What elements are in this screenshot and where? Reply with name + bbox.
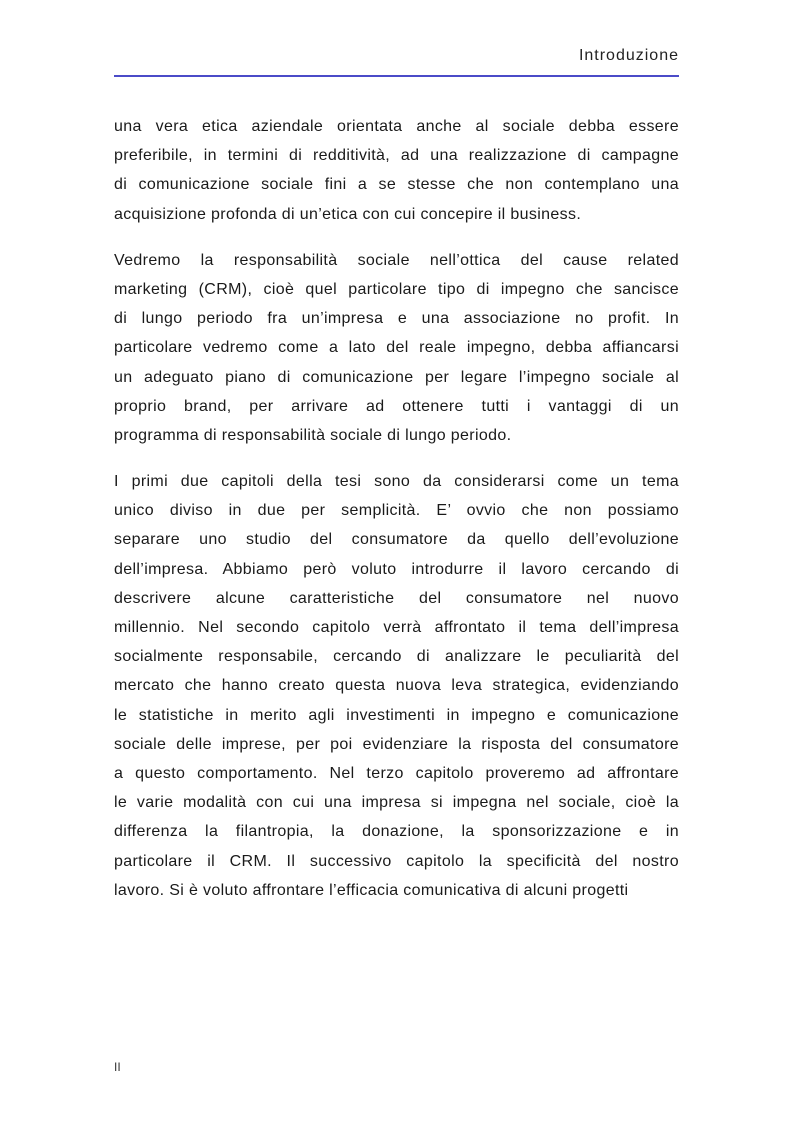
text-line: a questo comportamento. Nel terzo capitolo proveremo ad affrontare: [114, 764, 679, 782]
text-line: differenza la filantropia, la donazione, la sponsorizzazione e in: [114, 823, 679, 841]
header-rule: [114, 75, 679, 77]
text-line: socialmente responsabile, cercando di analizzare le peculiarità del: [114, 648, 679, 666]
text-line: di lungo periodo fra un’impresa e una associazione no profit. In: [114, 310, 679, 328]
paragraph: [114, 112, 679, 229]
text-line: particolare il CRM. Il successivo capitolo la specificità del nostro: [114, 852, 679, 870]
text-line: programma di responsabilità sociale di lungo periodo.: [114, 426, 512, 444]
text-line: descrivere alcune caratteristiche del consumatore nel nuovo: [114, 589, 679, 607]
text-line: marketing (CRM), cioè quel particolare tipo di impegno che sancisce: [114, 280, 679, 298]
text-line: separare uno studio del consumatore da quello dell’evoluzione: [114, 531, 679, 549]
text-line: mercato che hanno creato questa nuova leva strategica, evidenziando: [114, 677, 679, 695]
text-line: particolare vedremo come a lato del reale impegno, debba affiancarsi: [114, 339, 679, 357]
body-text: [114, 112, 679, 922]
text-line: acquisizione profonda di un’etica con cui concepire il business.: [114, 205, 582, 223]
text-line: proprio brand, per arrivare ad ottenere tutti i vantaggi di un: [114, 397, 679, 415]
text-line: le varie modalità con cui una impresa si impegna nel sociale, cioè la: [114, 794, 679, 812]
text-line: Vedremo la responsabilità sociale nell’ottica del cause related: [114, 251, 679, 269]
text-line: I primi due capitoli della tesi sono da considerarsi come un tema: [114, 473, 679, 491]
paragraph: [114, 467, 679, 905]
text-line: un adeguato piano di comunicazione per legare l’impegno sociale al: [114, 368, 679, 386]
running-header-title: Introduzione: [578, 47, 679, 64]
text-line: preferibile, in termini di redditività, ad una realizzazione di campagne: [114, 147, 679, 165]
page-number: II: [114, 1060, 121, 1074]
text-line: le statistiche in merito agli investimenti in impegno e comunicazione: [114, 706, 679, 724]
text-line: una vera etica aziendale orientata anche al sociale debba essere: [114, 118, 679, 135]
text-line: lavoro. Si è voluto affrontare l’efficacia comunicativa di alcuni progetti: [114, 881, 629, 899]
text-line: sociale delle imprese, per poi evidenziare la risposta del consumatore: [114, 735, 679, 753]
text-line: dell’impresa. Abbiamo però voluto introdurre il lavoro cercando di: [114, 560, 679, 578]
text-line: di comunicazione sociale fini a se stesse che non contemplano una: [114, 176, 679, 194]
text-line: unico diviso in due per semplicità. E’ ovvio che non possiamo: [114, 502, 679, 520]
paragraph: [114, 246, 679, 450]
text-line: millennio. Nel secondo capitolo verrà affrontato il tema dell’impresa: [114, 619, 679, 636]
